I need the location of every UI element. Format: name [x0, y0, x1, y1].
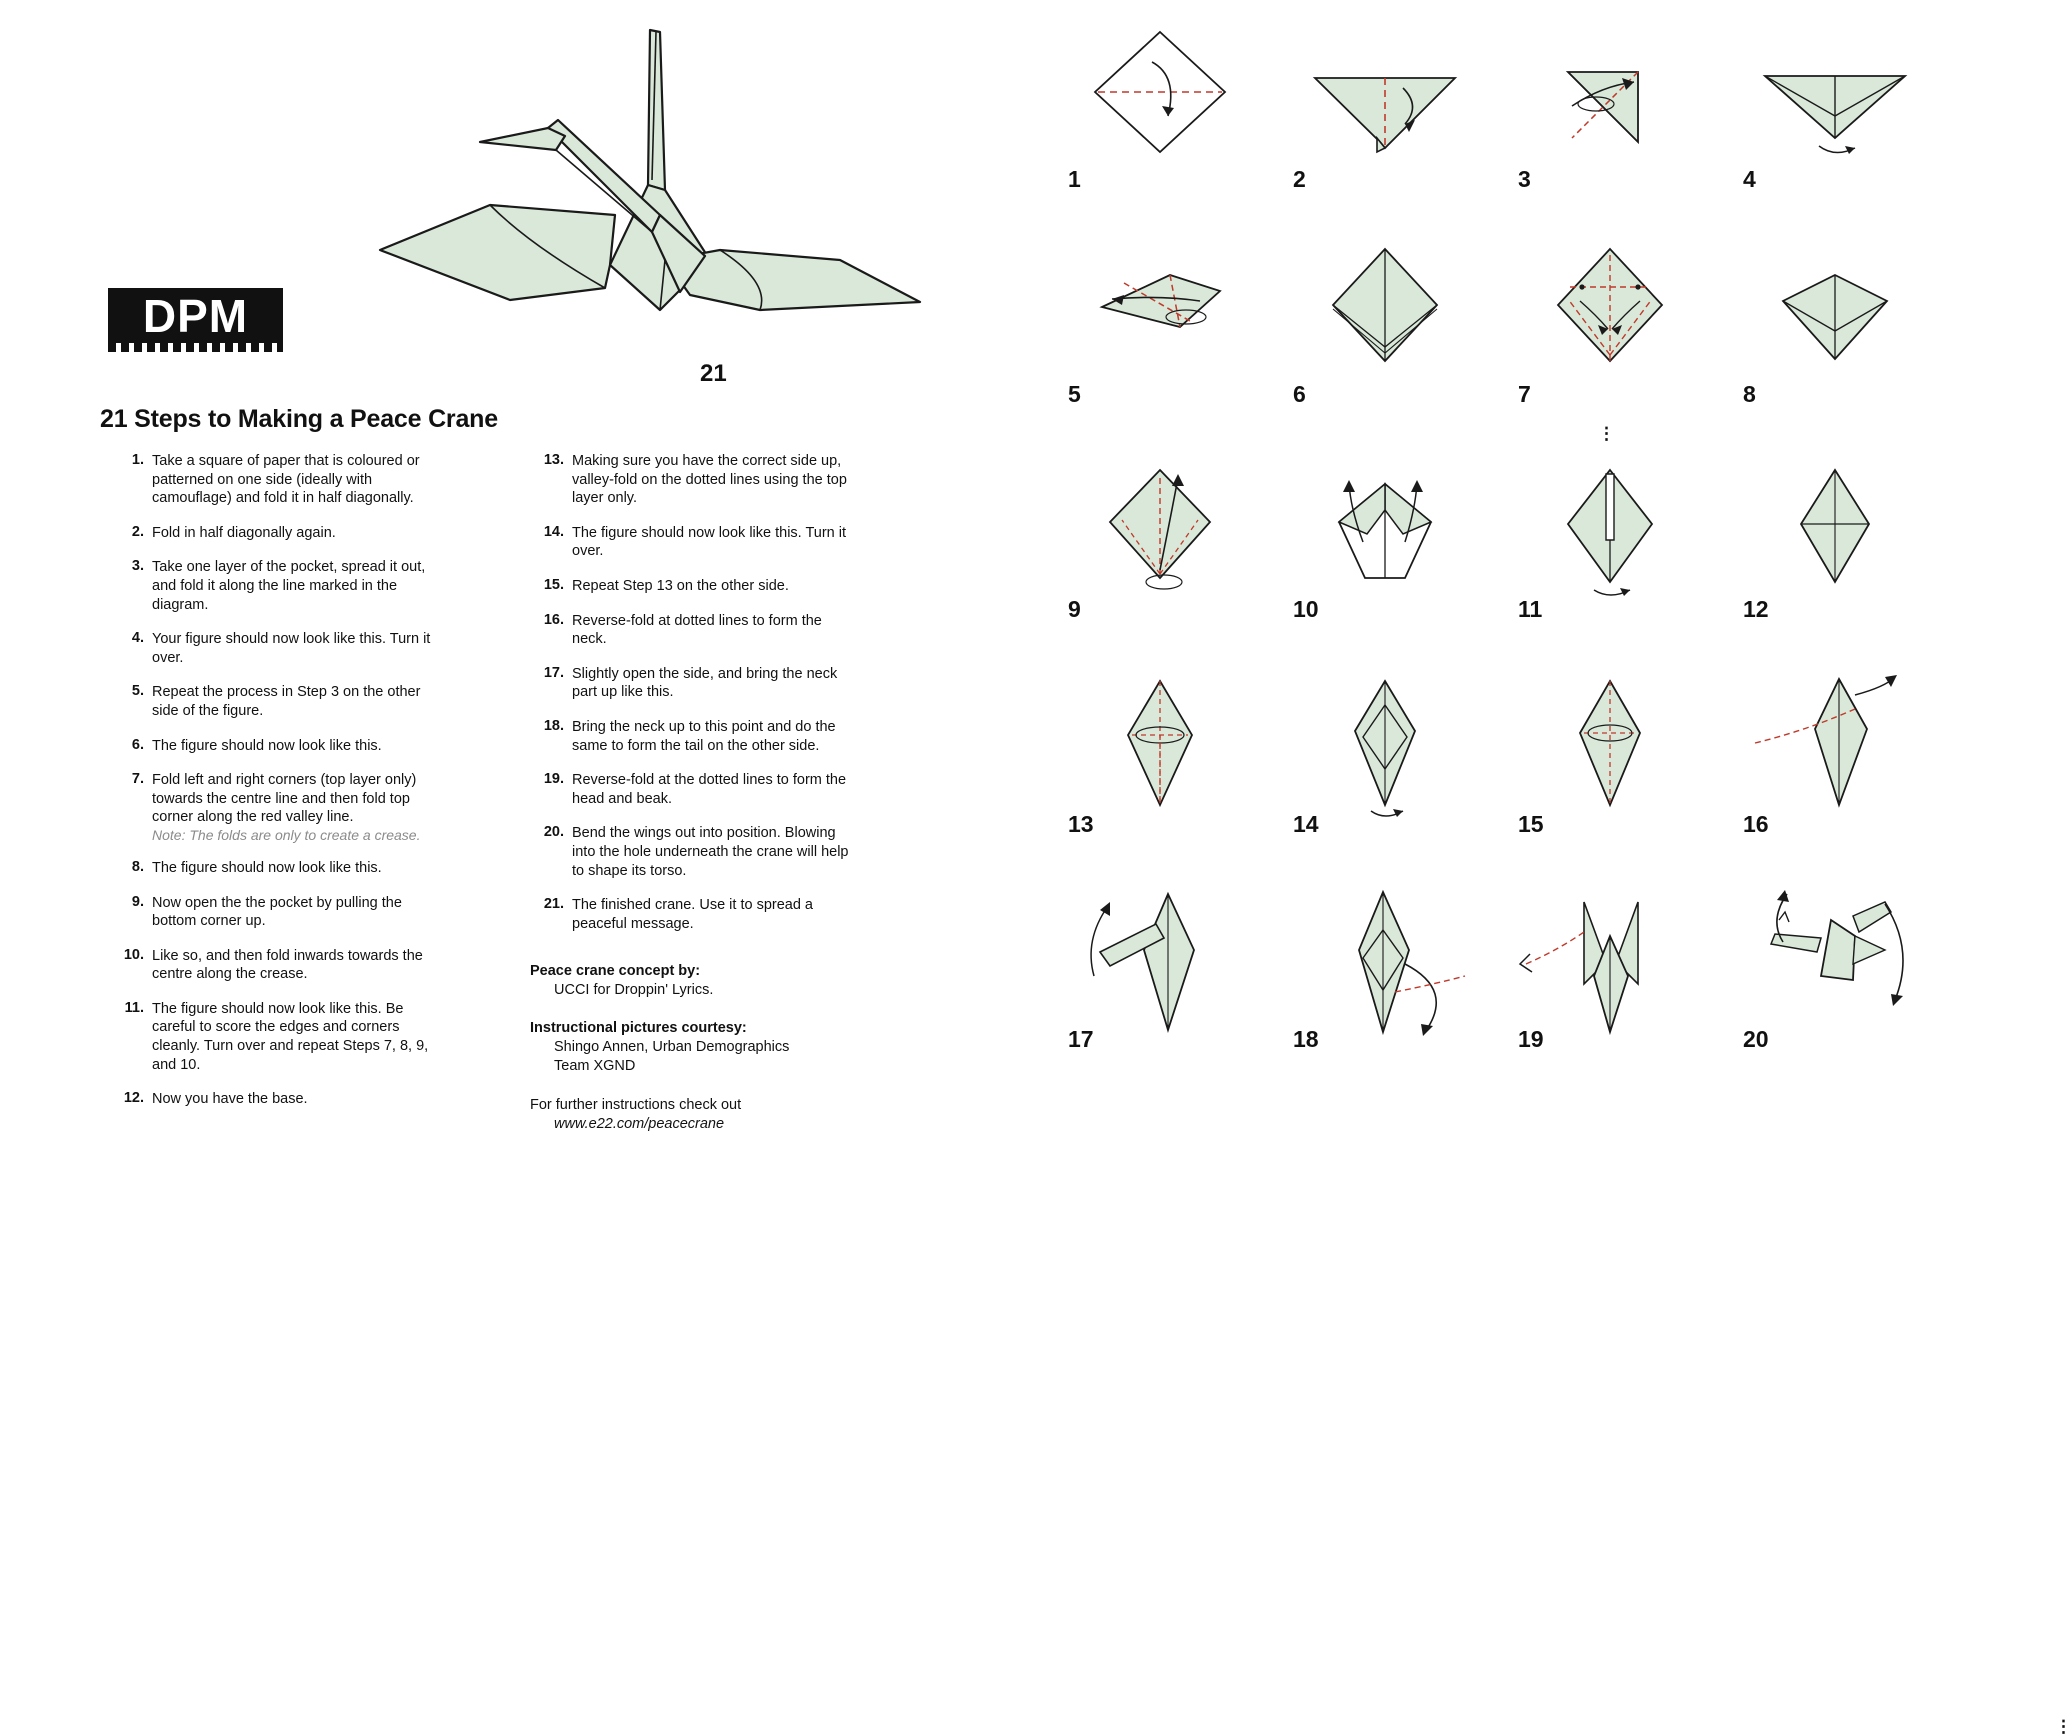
step-item: [110, 683, 440, 720]
step-item: [110, 524, 440, 543]
diagram-figure: [1060, 665, 1260, 805]
diagram-step-9: [1060, 450, 1260, 635]
step-number: 18.: [543, 717, 564, 734]
figure-caption: 10: [1293, 596, 1319, 622]
figure-caption: 20: [1743, 1026, 1769, 1052]
figure-caption: 11: [1518, 596, 1543, 622]
step-number: 10.: [123, 946, 144, 963]
step-number: 19.: [543, 771, 564, 788]
step-number: 6.: [131, 736, 144, 753]
diagram-figure: [1060, 450, 1260, 590]
page-title: 21 Steps to Making a Peace Crane: [100, 404, 498, 433]
diagram-step-13: [1060, 665, 1260, 850]
step-number: 13.: [543, 452, 564, 468]
step-text: Bring the neck up to this point and do the same to form the tail on the other side.: [572, 718, 836, 754]
step-text: Repeat the process in Step 3 on the other side of the figure.: [152, 684, 421, 719]
diagram-figure: [1510, 20, 1710, 160]
pictures-body: Shingo Annen, Urban Demographics Team XGND: [554, 1039, 790, 1075]
diagram-step-18: [1285, 880, 1485, 1065]
left-column: [0, 0, 980, 1316]
step-item: [530, 577, 860, 596]
steps-column-right: [530, 452, 860, 1154]
step-text: Reverse-fold at dotted lines to form the neck.: [572, 612, 822, 648]
diagram-figure: [1285, 20, 1485, 160]
step-item: [530, 665, 860, 702]
step-item: [530, 771, 860, 808]
dpm-logo-text: DPM: [142, 289, 249, 342]
diagram-figure: [1735, 450, 1935, 590]
step-text: Now open the the pocket by pulling the bottom corner up.: [152, 894, 402, 930]
further-instructions-url[interactable]: www.e22.com/peacecrane: [554, 1116, 725, 1133]
step-item: [530, 452, 860, 508]
diagram-step-3: [1510, 20, 1710, 205]
step-text: Fold left and right corners (top layer only) towards the centre line and then fold top corner along the red valley line.: [152, 772, 417, 826]
diagram-figure: [1510, 450, 1710, 590]
figure-caption: 5: [1068, 381, 1081, 407]
step-text: Take one layer of the pocket, spread it out, and fold it along the line marked in the diagram.: [152, 559, 426, 613]
diagram-grid: [1060, 20, 2072, 1736]
diagram-figure: [1510, 880, 1710, 1020]
concept-body: UCCI for Droppin' Lyrics.: [554, 982, 714, 999]
step-text: The figure should now look like this.: [152, 737, 382, 754]
credits-block: [530, 963, 860, 1134]
figure-caption: 17: [1068, 1026, 1094, 1052]
diagram-step-2: [1285, 20, 1485, 205]
step-item: [530, 824, 860, 880]
dpm-logo: [108, 288, 283, 343]
diagram-figure: [1510, 235, 1710, 375]
diagram-figure: [1735, 665, 1935, 805]
figure-caption: 15: [1518, 811, 1544, 837]
diagram-step-5: [1060, 235, 1260, 420]
step-text: Now you have the base.: [152, 1091, 308, 1108]
figure-caption: 3: [1518, 166, 1531, 192]
step-item: [530, 612, 860, 649]
figure-caption: 2: [1293, 166, 1306, 192]
step-item: [530, 524, 860, 561]
step-item: [530, 896, 860, 933]
figure-caption: 1: [1068, 166, 1081, 192]
figure-caption: 4: [1743, 166, 1756, 192]
step-item: [110, 859, 440, 878]
diagram-figure: [1735, 235, 1935, 375]
step-item: [110, 630, 440, 667]
diagram-figure: [1285, 880, 1485, 1020]
step-item: [110, 558, 440, 614]
figure-caption: 8: [1743, 381, 1756, 407]
diagram-step-14: [1285, 665, 1485, 850]
diagram-step-6: [1285, 235, 1615, 443]
figure-caption: 12: [1743, 596, 1769, 622]
step-number: 12.: [123, 1090, 144, 1107]
figure-caption: 6: [1293, 381, 1306, 407]
diagram-step-7: [1510, 235, 1710, 420]
diagram-step-8: [1735, 235, 1935, 420]
step-item: [110, 771, 440, 843]
step-text: Like so, and then fold inwards towards the centre along the crease.: [152, 947, 423, 983]
figure-caption: 7: [1518, 381, 1531, 407]
diagram-step-12: [1735, 450, 1935, 635]
step-text: Your figure should now look like this. Turn it over.: [152, 631, 431, 666]
step-number: 16.: [543, 611, 564, 628]
step-number: 14.: [543, 523, 564, 540]
diagram-step-11: [1510, 450, 1710, 635]
diagram-figure: [1285, 235, 1485, 375]
step-item: [110, 894, 440, 931]
figure-caption: 14: [1293, 811, 1319, 837]
step-number: 5.: [131, 683, 144, 700]
step-text: Making sure you have the correct side up, valley-fold on the dotted lines using the top layer only.: [572, 453, 847, 507]
ellipsis-mark: ⋮: [1598, 424, 1615, 443]
further-instructions-line: For further instructions check out: [530, 1097, 742, 1114]
diagram-step-16: [1735, 665, 1935, 850]
step-number: 8.: [131, 858, 144, 875]
pictures-heading: Instructional pictures courtesy:: [530, 1020, 747, 1037]
diagram-figure: [1060, 235, 1260, 375]
diagram-figure: [1285, 450, 1485, 590]
figure-caption: 18: [1293, 1026, 1319, 1052]
step-number: 11.: [124, 999, 144, 1016]
concept-heading: Peace crane concept by:: [530, 963, 701, 980]
step-text: Fold in half diagonally again.: [152, 524, 336, 541]
diagram-step-1: [1060, 20, 1260, 205]
step-number: 20.: [543, 824, 564, 841]
step-number: 9.: [131, 893, 144, 910]
step-text: The figure should now look like this. Turn it over.: [572, 524, 847, 560]
step-text: The figure should now look like this.: [152, 859, 382, 876]
diagram-figure: [1735, 880, 1935, 1020]
step-item: [110, 737, 440, 756]
step-item: [110, 947, 440, 984]
step-number: 3.: [131, 558, 144, 575]
step-number: 4.: [131, 630, 144, 647]
diagram-figure: [1060, 880, 1260, 1020]
figure-caption: 9: [1068, 596, 1081, 622]
step-text: Repeat Step 13 on the other side.: [572, 577, 789, 594]
steps-column-left: [110, 452, 440, 1125]
diagram-step-10: [1285, 450, 1485, 635]
step-text: Take a square of paper that is coloured or patterned on one side (ideally with camouflage) and fold it in half diagonally.: [152, 453, 420, 507]
finished-crane-illustration: [360, 10, 940, 390]
diagram-figure: [1510, 665, 1710, 805]
diagram-step-4: [1735, 20, 1935, 205]
step-item: [530, 718, 860, 755]
step-number: 7.: [131, 771, 144, 788]
step-text: Reverse-fold at the dotted lines to form the head and beak.: [572, 772, 847, 807]
diagram-step-17: [1060, 880, 1260, 1065]
step-note: Note: The folds are only to create a crease.: [152, 826, 421, 843]
step-number: 17.: [543, 664, 564, 681]
step-text: The figure should now look like this. Be careful to score the edges and corners cleanly. Turn over and repeat Steps 7, 8, 9, and 10.: [152, 1000, 429, 1073]
figure-caption: 16: [1743, 811, 1769, 837]
step-item: [110, 452, 440, 508]
ellipsis-mark: ⋮: [2055, 1717, 2072, 1736]
figure-caption: 13: [1068, 811, 1094, 837]
step-number: 15.: [543, 576, 564, 593]
figure-caption: 19: [1518, 1026, 1544, 1052]
step-number: 1.: [131, 452, 144, 468]
step-text: The finished crane. Use it to spread a peaceful message.: [572, 897, 813, 932]
hero-figure-number: 21: [700, 360, 727, 387]
diagram-step-20: [1735, 880, 1935, 1065]
step-number: 21.: [543, 896, 564, 913]
diagram-step-15: [1510, 665, 1710, 850]
step-item: [110, 1090, 440, 1109]
diagram-figure: [1060, 20, 1260, 160]
diagram-figure: [1735, 20, 1935, 160]
step-number: 2.: [131, 523, 144, 540]
step-item: [110, 1000, 440, 1074]
diagram-figure: [1285, 665, 1485, 805]
step-text: Bend the wings out into position. Blowing into the hole underneath the crane will help to shape its torso.: [572, 825, 849, 879]
step-text: Slightly open the side, and bring the neck part up like this.: [572, 665, 838, 701]
